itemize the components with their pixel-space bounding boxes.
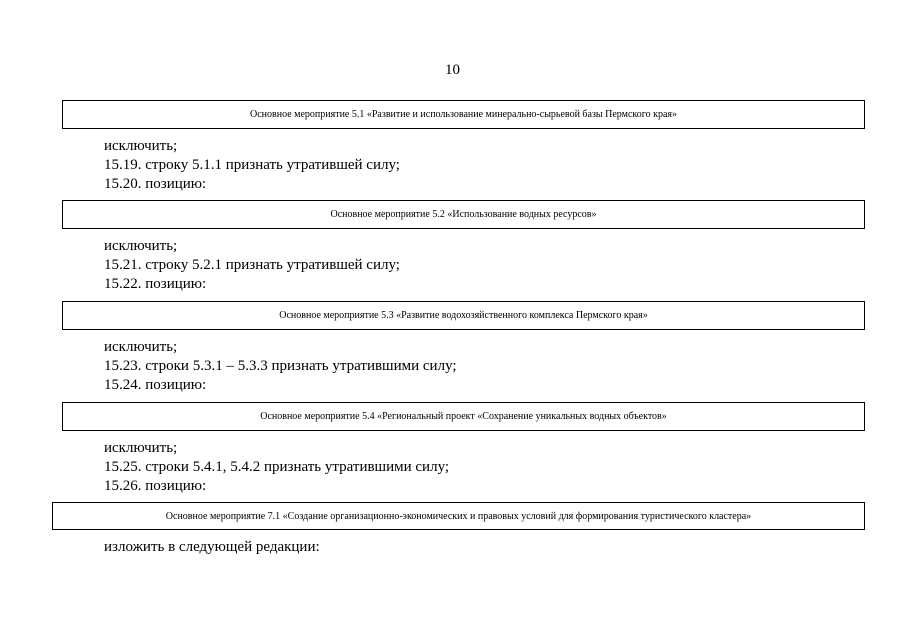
table-cell-measure-5-3: Основное мероприятие 5.3 «Развитие водохозяйственного комплекса Пермского края»	[62, 301, 865, 330]
text-line: 15.21. строку 5.2.1 признать утратившей силу;	[104, 257, 400, 273]
text-line: исключить;	[104, 339, 178, 355]
text-line: 15.24. позицию:	[104, 377, 207, 393]
text-line: исключить;	[104, 440, 178, 456]
text-line: исключить;	[104, 238, 178, 254]
table-cell-measure-5-4: Основное мероприятие 5.4 «Региональный проект «Сохранение уникальных водных объектов»	[62, 402, 865, 431]
text-line: 15.22. позицию:	[104, 276, 207, 292]
page-number: 10	[445, 62, 460, 78]
text-line: 15.23. строки 5.3.1 – 5.3.3 признать утратившими силу;	[104, 358, 457, 374]
text-line: 15.25. строки 5.4.1, 5.4.2 признать утратившими силу;	[104, 459, 450, 475]
table-cell-measure-5-1: Основное мероприятие 5.1 «Развитие и использование минерально-сырьевой базы Пермского края»	[62, 100, 865, 129]
table-cell-measure-7-1: Основное мероприятие 7.1 «Создание организационно-экономических и правовых условий для формирования туристического кластера»	[52, 502, 865, 530]
text-line: исключить;	[104, 138, 178, 154]
text-line: изложить в следующей редакции:	[104, 539, 320, 555]
text-line: 15.20. позицию:	[104, 176, 207, 192]
text-line: 15.26. позицию:	[104, 478, 207, 494]
table-cell-measure-5-2: Основное мероприятие 5.2 «Использование водных ресурсов»	[62, 200, 865, 229]
text-line: 15.19. строку 5.1.1 признать утратившей силу;	[104, 157, 400, 173]
